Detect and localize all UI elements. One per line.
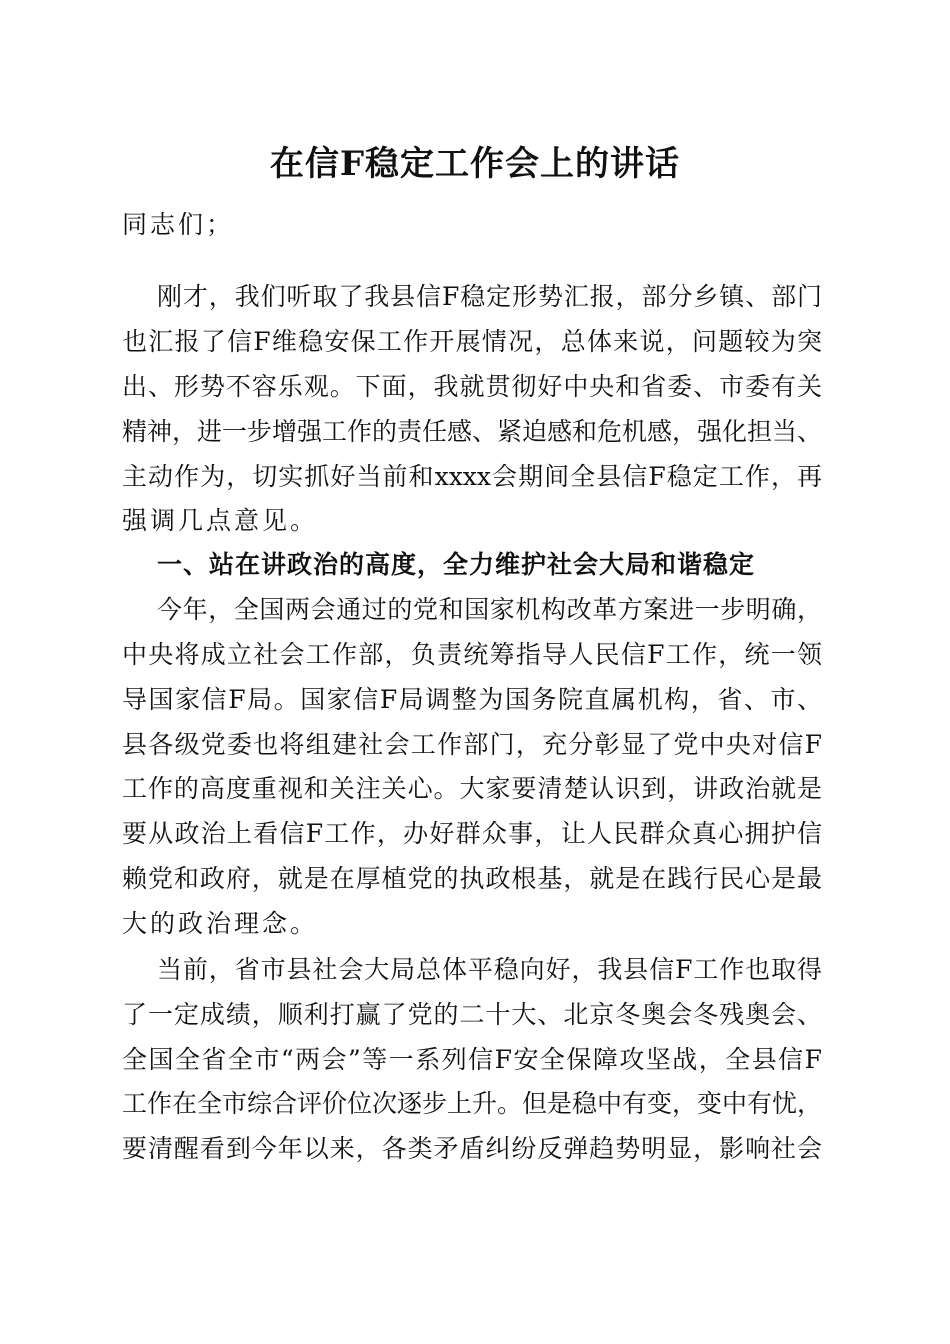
text-line: 工作的高度重视和关注关心。大家要清楚认识到，讲政治就是	[122, 774, 822, 803]
text-line: 赖党和政府，就是在厚植党的执政根基，就是在践行民心是最	[122, 864, 822, 893]
text-line: 强调几点意见。	[122, 506, 319, 535]
text-line: 当前，省市县社会大局总体平稳向好，我县信F工作也取得	[157, 955, 822, 984]
text-line: 全国全省全市“两会”等一系列信F安全保障攻坚战，全县信F	[122, 1045, 822, 1074]
text-line: 今年，全国两会通过的党和国家机构改革方案进一步明确，	[157, 595, 822, 624]
text-line: 刚才，我们听取了我县信F稳定形势汇报，部分乡镇、部门	[157, 282, 822, 311]
text-line: 大的政治理念。	[122, 909, 319, 938]
text-line: 主动作为，切实抓好当前和xxxx会期间全县信F稳定工作，再	[122, 462, 822, 491]
text-line: 也汇报了信F维稳安保工作开展情况，总体来说，问题较为突	[122, 327, 822, 356]
text-line: 要从政治上看信F工作，办好群众事，让人民群众真心拥护信	[122, 819, 822, 848]
section-heading: 一、站在讲政治的高度，全力维护社会大局和谐稳定	[157, 550, 756, 579]
text-line: 精神，进一步增强工作的责任感、紧迫感和危机感，强化担当、	[122, 417, 823, 446]
text-line: 中央将成立社会工作部，负责统筹指导人民信F工作，统一领	[122, 640, 822, 669]
text-line: 要清醒看到今年以来，各类矛盾纠纷反弹趋势明显，影响社会	[122, 1134, 822, 1163]
text-line: 县各级党委也将组建社会工作部门，充分彰显了党中央对信F	[122, 730, 822, 759]
text-line: 出、形势不容乐观。下面，我就贯彻好中央和省委、市委有关	[122, 372, 822, 401]
document-title: 在信F稳定工作会上的讲话	[269, 144, 681, 184]
text-line: 了一定成绩，顺利打赢了党的二十大、北京冬奥会冬残奥会、	[122, 1000, 822, 1029]
salutation: 同志们；	[122, 210, 235, 239]
text-line: 工作在全市综合评价位次逐步上升。但是稳中有变，变中有忧，	[122, 1089, 823, 1118]
text-line: 导国家信F局。国家信F局调整为国务院直属机构，省、市、	[122, 685, 822, 714]
